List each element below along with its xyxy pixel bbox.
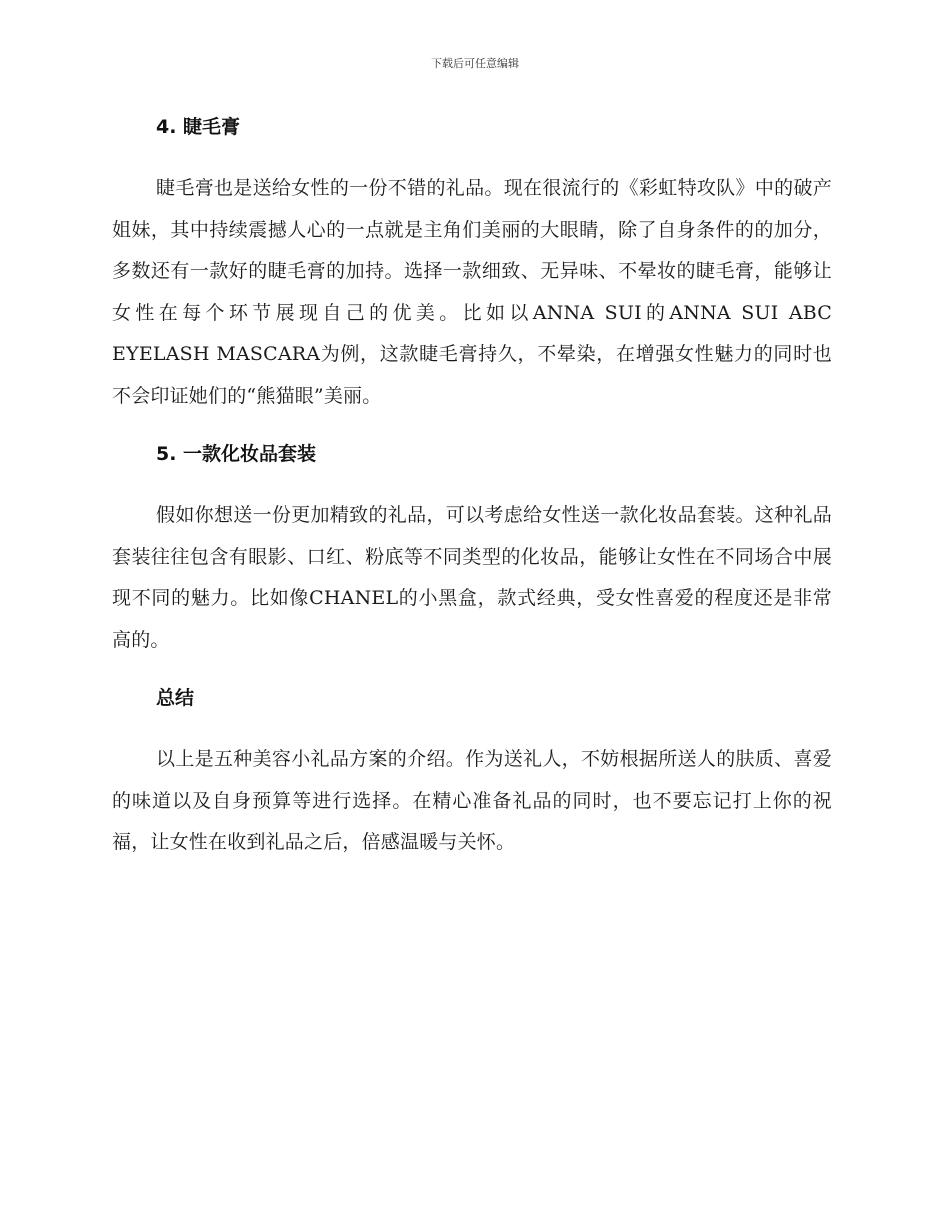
section-cosmetics-set	[112, 439, 832, 661]
paragraph-cosmetics-set: 假如你想送一份更加精致的礼品，可以考虑给女性送一款化妆品套装。这种礼品套装往往包含有眼影、口红、粉底等不同类型的化妆品，能够让女性在不同场合中展现不同的魅力。比如像CHANEL的小黑盒，款式经典，受女性喜爱的程度还是非常高的。	[112, 504, 832, 651]
document-body	[112, 112, 832, 886]
paragraph-mascara: 睫毛膏也是送给女性的一份不错的礼品。现在很流行的《彩虹特攻队》中的破产姐妹，其中持续震撼人心的一点就是主角们美丽的大眼睛，除了自身条件的的加分，多数还有一款好的睫毛膏的加持。选择一款细致、无异味、不晕妆的睫毛膏，能够让女性在每个环节展现自己的优美。比如以ANNA SUI的ANNA SUI ABC EYELASH MASCARA为例，这款睫毛膏持久，不晕染，在增强女性魅力的同时也不会印证她们的“熊猫眼”美丽。	[112, 177, 832, 407]
section-heading-summary: 总结	[156, 687, 195, 709]
paragraph-summary: 以上是五种美容小礼品方案的介绍。作为送礼人，不妨根据所送人的肤质、喜爱的味道以及自身预算等进行选择。在精心准备礼品的同时，也不要忘记打上你的祝福，让女性在收到礼品之后，倍感温暖与关怀。	[112, 748, 832, 853]
section-heading-mascara: 4. 睫毛膏	[156, 116, 241, 138]
header-note: 下载后可任意编辑	[431, 57, 519, 70]
section-heading-cosmetics-set: 5. 一款化妆品套装	[156, 443, 317, 465]
section-mascara	[112, 112, 832, 417]
section-summary	[112, 683, 832, 864]
